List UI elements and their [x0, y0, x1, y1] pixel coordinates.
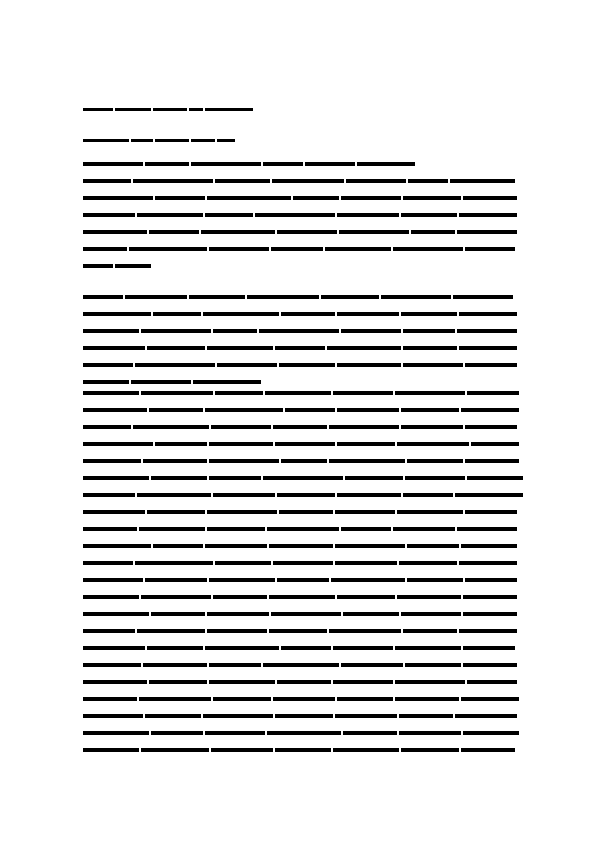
text-line	[83, 476, 515, 480]
text-line	[83, 408, 515, 412]
text-line	[83, 629, 515, 633]
text-line	[83, 459, 515, 463]
text-line	[83, 363, 515, 367]
text-line	[83, 646, 515, 650]
text-line	[83, 561, 515, 565]
text-line	[83, 346, 515, 350]
text-line	[83, 680, 515, 684]
text-line	[83, 162, 415, 166]
text-line	[83, 714, 515, 718]
body-paragraph-1	[83, 162, 515, 281]
text-line	[83, 213, 515, 217]
text-line	[83, 179, 515, 183]
text-line	[83, 510, 515, 514]
header-line-1	[83, 99, 255, 118]
text-line	[83, 731, 515, 735]
text-line	[83, 247, 515, 251]
text-line	[83, 663, 515, 667]
header-line-2	[83, 130, 237, 149]
text-line	[83, 442, 515, 446]
text-line	[83, 329, 515, 333]
text-line	[83, 578, 515, 582]
text-line	[83, 527, 515, 531]
text-line	[83, 612, 515, 616]
text-line	[83, 264, 153, 268]
text-line	[83, 425, 515, 429]
text-line	[83, 493, 515, 497]
text-line	[83, 595, 515, 599]
body-paragraph-2	[83, 295, 515, 397]
body-paragraph-3	[83, 391, 515, 765]
text-line	[83, 295, 515, 299]
text-line	[83, 697, 515, 701]
text-line	[83, 196, 515, 200]
text-line	[83, 748, 515, 752]
text-line	[83, 312, 515, 316]
text-line	[83, 230, 515, 234]
text-line	[83, 544, 515, 548]
text-line	[83, 391, 515, 395]
text-line	[83, 380, 263, 384]
